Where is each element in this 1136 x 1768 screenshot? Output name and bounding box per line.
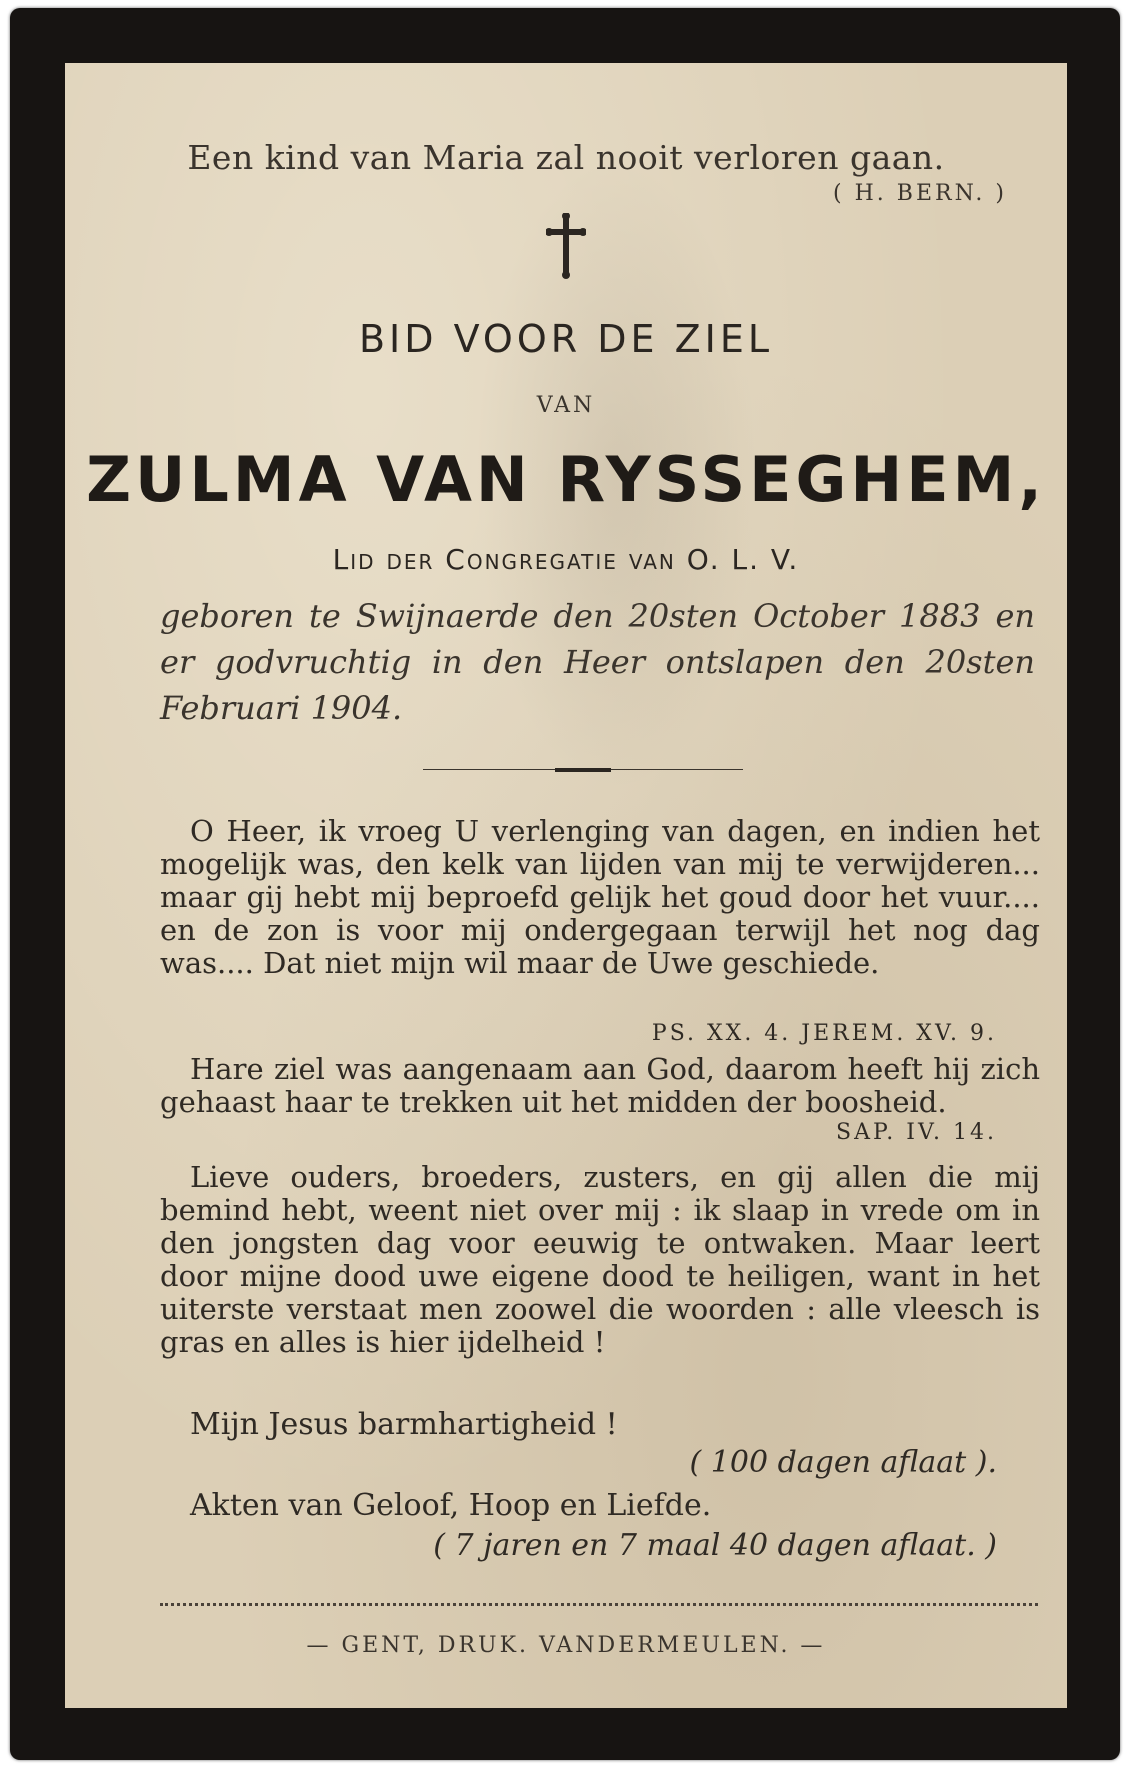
prayer-paragraph-3: Lieve ouders, broeders, zusters, en gij allen die mij bemind hebt, weent niet over mij : ik slaap in vrede om in den jongsten dag voor eeuwig te ontwaken. Maar leert door mijne dood uwe eigene dood te heiligen, want in het uiterste verstaat men zoowel die woorden : alle vleesch is gras en alles is hier ijdelheid ! <box>160 1160 1040 1359</box>
scripture-reference-1: PS. XX. 4. JEREM. XV. 9. <box>651 1021 997 1046</box>
prayer-paragraph-1: O Heer, ik vroeg U verlenging van dagen, en indien het mogelijk was, den kelk van lijden van mij te verwijderen... maar gij hebt mij beproefd gelijk het goud door het vuur.... en de zon is voor mij ondergegaan terwijl het nog dag was.... Dat niet mijn wil maar de Uwe geschiede. <box>160 814 1040 980</box>
cross-icon <box>65 213 1067 283</box>
acts-of-faith: Akten van Geloof, Hoop en Liefde. <box>190 1488 712 1523</box>
indulgence-2: ( 7 jaren en 7 maal 40 dagen aflaat. ) <box>433 1528 997 1563</box>
motto-source: ( H. BERN. ) <box>833 181 1007 206</box>
dotted-divider <box>160 1603 1038 1606</box>
heading: BID VOOR DE ZIEL <box>358 317 773 361</box>
card-paper <box>65 63 1067 1708</box>
van-label: VAN <box>536 393 596 418</box>
indulgence-1: ( 100 dagen aflaat ). <box>689 1445 997 1480</box>
printer-credit: — GENT, DRUK. VANDERMEULEN. — <box>306 1633 826 1658</box>
scripture-reference-2: SAP. IV. 14. <box>836 1120 997 1145</box>
prayer-paragraph-2: Hare ziel was aangenaam aan God, daarom heeft hij zich gehaast haar te trekken uit het midden der boosheid. <box>160 1052 1040 1119</box>
life-dates: geboren te Swijnaerde den 20sten October 1883 en er godvruchtig in den Heer ontslapen den 20sten Februari 1904. <box>160 597 1035 727</box>
divider <box>423 768 743 771</box>
memorial-card <box>10 8 1120 1760</box>
motto: Een kind van Maria zal nooit verloren gaan. <box>187 138 945 177</box>
deceased-name: ZULMA VAN RYSSEGHEM, <box>86 443 1046 516</box>
membership: Lid der Congregatie van O. L. V. <box>332 543 800 576</box>
invocation: Mijn Jesus barmhartigheid ! <box>190 1407 618 1442</box>
